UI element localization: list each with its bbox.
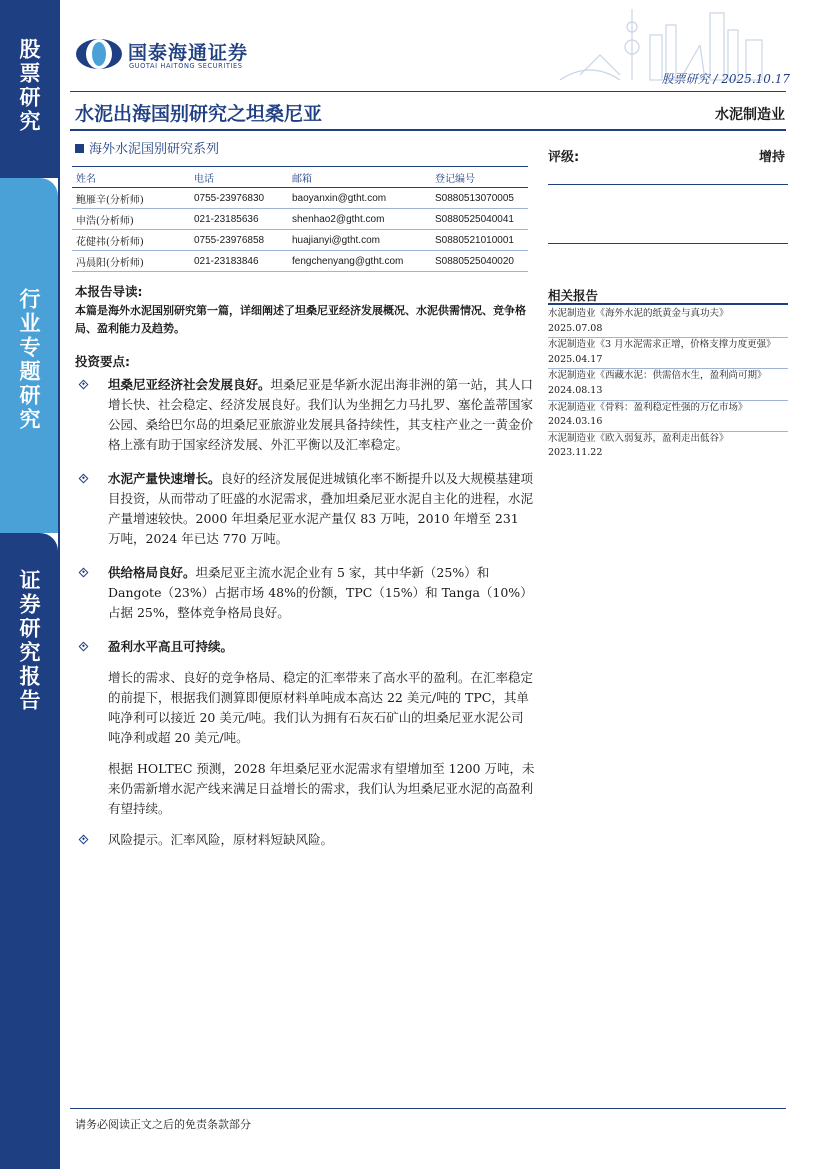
related-heading: 相关报告 bbox=[548, 288, 599, 303]
points-heading: 投资要点: bbox=[75, 354, 130, 369]
analyst-reg: S0880525040041 bbox=[431, 209, 528, 230]
side-divider bbox=[58, 0, 60, 1169]
list-item bbox=[80, 830, 535, 850]
footer-rule bbox=[70, 1108, 786, 1109]
table-row bbox=[72, 188, 528, 209]
point-paragraph: 增长的需求、良好的竞争格局、稳定的汇率带来了高水平的盈利。在汇率稳定的前提下，根据我们测算即便原材料单吨成本高达 22 美元/吨的 TPC，其单吨净利可以接近 20 美元/吨。我们认为拥有石灰石矿山的坦桑尼亚水泥公司吨净利或超 20 美元/吨。 bbox=[108, 670, 534, 745]
related-list bbox=[548, 307, 788, 462]
diamond-bullet-icon bbox=[79, 642, 89, 652]
col-phone: 电话 bbox=[190, 167, 288, 188]
list-item bbox=[80, 375, 535, 455]
report-category: 股票研究 bbox=[661, 72, 710, 86]
related-report[interactable] bbox=[548, 369, 788, 400]
side-tab-label: 证券研究报告 bbox=[17, 569, 41, 713]
analyst-name: 花健祎(分析师) bbox=[72, 230, 190, 251]
square-bullet-icon bbox=[75, 144, 84, 153]
report-title: 水泥出海国别研究之坦桑尼亚 bbox=[75, 103, 323, 125]
list-item bbox=[80, 563, 535, 623]
rating-rule-2 bbox=[548, 243, 788, 244]
title-rule bbox=[70, 129, 786, 131]
guide-text: 本篇是海外水泥国别研究第一篇，详细阐述了坦桑尼亚经济发展概况、水泥供需情况、竞争格局、盈利能力及趋势。 bbox=[75, 304, 526, 335]
related-report[interactable] bbox=[548, 401, 788, 432]
series-subtitle bbox=[75, 138, 219, 157]
related-date: 2024.08.13 bbox=[548, 384, 603, 396]
table-row bbox=[72, 230, 528, 251]
list-item bbox=[80, 637, 535, 657]
analyst-name: 鲍雁辛(分析师) bbox=[72, 188, 190, 209]
analyst-table bbox=[72, 166, 528, 272]
related-title: 水泥制造业《3 月水泥需求正增，价格支撑力度更强》 bbox=[548, 339, 776, 351]
date-separator: / bbox=[713, 72, 718, 86]
related-rule bbox=[548, 303, 788, 305]
side-tab-label: 行业专题研究 bbox=[17, 288, 41, 432]
analyst-phone: 021-23183846 bbox=[190, 251, 288, 272]
point-text: 坦桑尼亚是华新水泥出海非洲的第一站，其人口增长快、社会稳定、经济发展良好。我们认为坐拥乞力马扎罗、塞伦盖蒂国家公园、桑给巴尔岛的坦桑尼亚旅游业发展具备持续性，其支柱产业之一黄金价格上涨有助于国家经济发展、外汇平衡以及汇率稳定。 bbox=[108, 377, 534, 452]
point-text: 良好的经济发展促进城镇化率不断提升以及大规模基建项目投资，从而带动了旺盛的水泥需求，叠加坦桑尼亚水泥自主化的进程，水泥产量增速较快。2000 年坦桑尼亚水泥产量仅 83 万吨，2010 年增至 231 万吨，2024 年已达 770 万吨。 bbox=[108, 471, 534, 546]
logo-name-en: GUOTAI HAITONG SECURITIES bbox=[129, 62, 243, 70]
footer-disclaimer: 请务必阅读正文之后的免责条款部分 bbox=[75, 1118, 251, 1131]
diamond-bullet-icon bbox=[79, 835, 89, 845]
report-date: 2025.10.17 bbox=[721, 72, 790, 86]
analyst-reg: S0880525040020 bbox=[431, 251, 528, 272]
points-list bbox=[80, 375, 535, 861]
related-date: 2025.04.17 bbox=[548, 353, 603, 365]
analyst-email[interactable]: fengchenyang@gtht.com bbox=[288, 251, 431, 272]
diamond-bullet-icon bbox=[79, 568, 89, 578]
rating-value: 增持 bbox=[758, 150, 785, 165]
analyst-email[interactable]: huajianyi@gtht.com bbox=[288, 230, 431, 251]
analyst-name: 冯晨阳(分析师) bbox=[72, 251, 190, 272]
col-reg: 登记编号 bbox=[431, 167, 528, 188]
table-row bbox=[72, 251, 528, 272]
related-date: 2024.03.16 bbox=[548, 416, 603, 428]
col-email: 邮箱 bbox=[288, 167, 431, 188]
report-category-date bbox=[640, 70, 790, 87]
analyst-reg: S0880513070005 bbox=[431, 188, 528, 209]
related-title: 水泥制造业《西藏水泥：供需倍水生，盈利尚可期》 bbox=[548, 370, 767, 382]
logo-mark-icon bbox=[74, 37, 124, 71]
diamond-bullet-icon bbox=[79, 474, 89, 484]
rating-label: 评级: bbox=[548, 150, 580, 165]
company-logo bbox=[74, 37, 314, 73]
point-heading: 盈利水平高且可持续。 bbox=[108, 639, 234, 654]
col-name: 姓名 bbox=[72, 167, 190, 188]
related-title: 水泥制造业《海外水泥的纸黄金与真功夫》 bbox=[548, 308, 729, 319]
related-report[interactable] bbox=[548, 338, 788, 369]
analyst-phone: 0755-23976830 bbox=[190, 188, 288, 209]
list-item bbox=[80, 469, 535, 549]
related-title: 水泥制造业《欧入弱复苏，盈利走出低谷》 bbox=[548, 432, 729, 444]
analyst-reg: S0880521010001 bbox=[431, 230, 528, 251]
related-date: 2025.07.08 bbox=[548, 322, 603, 334]
rating-rule-1 bbox=[548, 184, 788, 185]
side-tab-label: 股票研究 bbox=[17, 38, 41, 134]
side-tab-stock-research bbox=[0, 0, 58, 178]
analyst-email[interactable]: baoyanxin@gtht.com bbox=[288, 188, 431, 209]
diamond-bullet-icon bbox=[79, 380, 89, 390]
risk-text: 风险提示。汇率风险，原材料短缺风险。 bbox=[108, 832, 334, 847]
header-rule bbox=[70, 91, 786, 92]
guide-heading: 本报告导读: bbox=[75, 284, 143, 299]
point-heading: 供给格局良好。 bbox=[108, 565, 196, 580]
side-tab-securities-report bbox=[0, 533, 58, 1169]
analyst-table-header bbox=[72, 167, 528, 188]
related-report[interactable] bbox=[548, 432, 788, 462]
related-date: 2023.11.22 bbox=[548, 447, 603, 459]
analyst-phone: 0755-23976858 bbox=[190, 230, 288, 251]
industry-label: 水泥制造业 bbox=[715, 107, 785, 123]
analyst-email[interactable]: shenhao2@gtht.com bbox=[288, 209, 431, 230]
analyst-phone: 021-23185636 bbox=[190, 209, 288, 230]
related-title: 水泥制造业《骨料：盈利稳定性强的万亿市场》 bbox=[548, 401, 748, 413]
point-text: 坦桑尼亚主流水泥企业有 5 家，其中华新（25%）和 Dangote（23%）占据市场 48%的份额，TPC（15%）和 Tanga（10%）占据 25%，整体竞争格局良好。 bbox=[108, 565, 533, 620]
side-tab-industry-research bbox=[0, 178, 58, 533]
point-heading: 水泥产量快速增长。 bbox=[108, 471, 221, 486]
point-paragraph: 根据 HOLTEC 预测，2028 年坦桑尼亚水泥需求有望增加至 1200 万吨，未来仍需新增水泥产线来满足日益增长的需求，我们认为坦桑尼亚水泥的高盈利有望持续。 bbox=[108, 761, 535, 816]
table-row bbox=[72, 209, 528, 230]
related-report[interactable] bbox=[548, 307, 788, 338]
series-name: 海外水泥国别研究系列 bbox=[89, 142, 220, 157]
logo-name-cn: 国泰海通证券 bbox=[128, 42, 249, 64]
point-heading: 坦桑尼亚经济社会发展良好。 bbox=[108, 377, 271, 392]
analyst-name: 申浩(分析师) bbox=[72, 209, 190, 230]
